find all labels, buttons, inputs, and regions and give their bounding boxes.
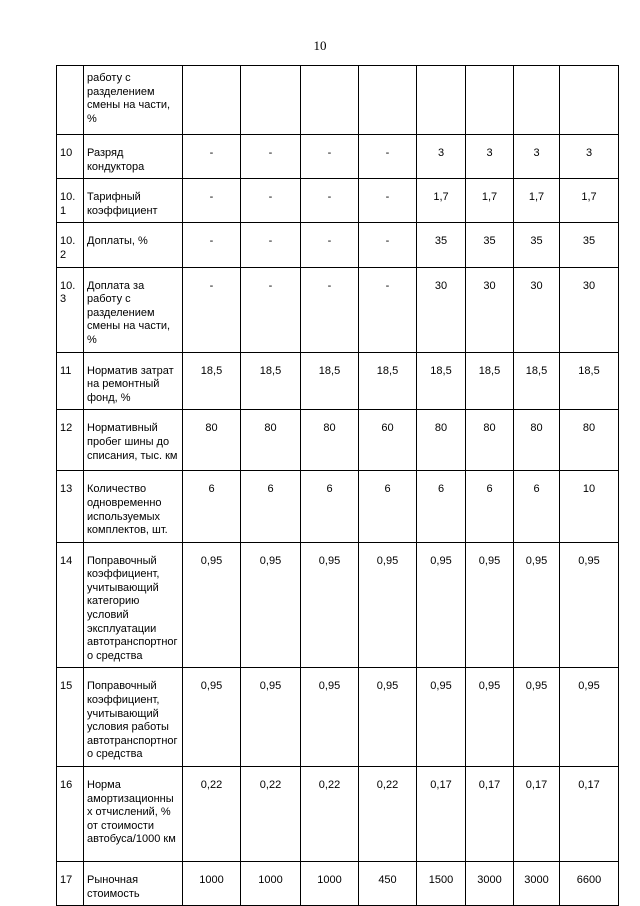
value-cell: 6 xyxy=(241,471,301,542)
value-cell xyxy=(241,66,301,135)
value-cell: 0,95 xyxy=(514,668,560,767)
value-cell: 0,22 xyxy=(359,767,417,862)
value-cell: 0,17 xyxy=(560,767,619,862)
value-cell xyxy=(301,66,359,135)
value-cell: 18,5 xyxy=(359,352,417,410)
value-cell: 6 xyxy=(417,471,466,542)
table-row xyxy=(57,862,619,906)
value-cell: - xyxy=(183,135,241,179)
value-cell: 18,5 xyxy=(514,352,560,410)
row-number-cell: 14 xyxy=(57,542,84,668)
value-cell: 1,7 xyxy=(417,179,466,223)
row-number-cell: 16 xyxy=(57,767,84,862)
value-cell: 3 xyxy=(560,135,619,179)
value-cell: 80 xyxy=(183,410,241,471)
value-cell: 30 xyxy=(466,267,514,352)
row-number-cell: 15 xyxy=(57,668,84,767)
value-cell: 0,95 xyxy=(466,542,514,668)
value-cell: - xyxy=(301,223,359,267)
table-row xyxy=(57,410,619,471)
row-number-cell: 11 xyxy=(57,352,84,410)
row-label-cell: Разряд кондуктора xyxy=(84,135,183,179)
value-cell: - xyxy=(301,135,359,179)
value-cell: 0,17 xyxy=(514,767,560,862)
row-label-cell: Рыночная стоимость xyxy=(84,862,183,906)
page-number: 10 xyxy=(313,38,327,53)
table-row xyxy=(57,542,619,668)
table-row xyxy=(57,471,619,542)
value-cell: 30 xyxy=(560,267,619,352)
table-row xyxy=(57,223,619,267)
value-cell: 0,95 xyxy=(301,668,359,767)
table-row xyxy=(57,267,619,352)
value-cell: 0,95 xyxy=(466,668,514,767)
row-number-cell: 10.3 xyxy=(57,267,84,352)
value-cell: 3 xyxy=(466,135,514,179)
value-cell: 3000 xyxy=(466,862,514,906)
value-cell: 18,5 xyxy=(241,352,301,410)
value-cell xyxy=(417,66,466,135)
row-number-cell: 12 xyxy=(57,410,84,471)
table-row xyxy=(57,767,619,862)
value-cell: 0,95 xyxy=(183,542,241,668)
value-cell: 0,95 xyxy=(560,542,619,668)
row-label-cell: Тарифный коэффициент xyxy=(84,179,183,223)
value-cell: - xyxy=(183,179,241,223)
row-number-cell: 10 xyxy=(57,135,84,179)
value-cell: - xyxy=(241,223,301,267)
row-number-cell: 13 xyxy=(57,471,84,542)
value-cell: 0,95 xyxy=(241,542,301,668)
value-cell: 80 xyxy=(417,410,466,471)
value-cell: 6600 xyxy=(560,862,619,906)
value-cell: 30 xyxy=(417,267,466,352)
value-cell: 18,5 xyxy=(183,352,241,410)
value-cell: 18,5 xyxy=(560,352,619,410)
table-row xyxy=(57,179,619,223)
value-cell: - xyxy=(301,267,359,352)
row-label-cell: Поправочный коэффициент, учитывающий условия работы автотранспортного средства xyxy=(84,668,183,767)
value-cell: 6 xyxy=(514,471,560,542)
value-cell: 0,17 xyxy=(466,767,514,862)
table-row xyxy=(57,668,619,767)
value-cell: 1000 xyxy=(241,862,301,906)
value-cell: 18,5 xyxy=(301,352,359,410)
value-cell: - xyxy=(183,267,241,352)
value-cell: 0,95 xyxy=(183,668,241,767)
value-cell: 1,7 xyxy=(560,179,619,223)
value-cell xyxy=(466,66,514,135)
value-cell: 35 xyxy=(466,223,514,267)
value-cell: 0,22 xyxy=(241,767,301,862)
value-cell: 0,22 xyxy=(301,767,359,862)
value-cell: - xyxy=(359,267,417,352)
value-cell: 1000 xyxy=(183,862,241,906)
row-number-cell xyxy=(57,66,84,135)
value-cell: - xyxy=(359,179,417,223)
row-label-cell: Норматив затрат на ремонтный фонд, % xyxy=(84,352,183,410)
value-cell: 80 xyxy=(301,410,359,471)
value-cell: 0,95 xyxy=(560,668,619,767)
value-cell: - xyxy=(359,223,417,267)
value-cell: 0,95 xyxy=(417,542,466,668)
value-cell: 450 xyxy=(359,862,417,906)
value-cell: 80 xyxy=(241,410,301,471)
value-cell: 0,95 xyxy=(514,542,560,668)
value-cell: 6 xyxy=(359,471,417,542)
row-label-cell: Доплаты, % xyxy=(84,223,183,267)
table-body xyxy=(57,66,619,906)
value-cell xyxy=(183,66,241,135)
value-cell: 6 xyxy=(301,471,359,542)
row-label-cell: работу с разделением смены на части, % xyxy=(84,66,183,135)
value-cell: 3 xyxy=(417,135,466,179)
value-cell: 3 xyxy=(514,135,560,179)
value-cell: 0,95 xyxy=(417,668,466,767)
value-cell xyxy=(359,66,417,135)
norms-table xyxy=(56,65,619,906)
value-cell: 35 xyxy=(417,223,466,267)
value-cell: 18,5 xyxy=(417,352,466,410)
value-cell xyxy=(514,66,560,135)
value-cell: 80 xyxy=(466,410,514,471)
row-label-cell: Поправочный коэффициент, учитывающий категорию условий эксплуатации автотранспортного средства xyxy=(84,542,183,668)
value-cell: 6 xyxy=(466,471,514,542)
value-cell: 1500 xyxy=(417,862,466,906)
value-cell: 80 xyxy=(514,410,560,471)
value-cell: 10 xyxy=(560,471,619,542)
row-label-cell: Норма амортизационных отчислений, % от стоимости автобуса/1000 км xyxy=(84,767,183,862)
value-cell: - xyxy=(301,179,359,223)
row-number-cell: 17 xyxy=(57,862,84,906)
value-cell: - xyxy=(183,223,241,267)
row-number-cell: 10.1 xyxy=(57,179,84,223)
row-label-cell: Доплата за работу с разделением смены на части, % xyxy=(84,267,183,352)
value-cell: 35 xyxy=(514,223,560,267)
value-cell: 0,17 xyxy=(417,767,466,862)
value-cell: 6 xyxy=(183,471,241,542)
value-cell: - xyxy=(241,267,301,352)
value-cell: - xyxy=(241,135,301,179)
value-cell: - xyxy=(241,179,301,223)
row-label-cell: Нормативный пробег шины до списания, тыс. км xyxy=(84,410,183,471)
value-cell: 1000 xyxy=(301,862,359,906)
value-cell: 0,95 xyxy=(359,668,417,767)
table-row xyxy=(57,352,619,410)
row-number-cell: 10.2 xyxy=(57,223,84,267)
value-cell: 0,95 xyxy=(241,668,301,767)
value-cell: 1,7 xyxy=(514,179,560,223)
row-label-cell: Количество одновременно используемых комплектов, шт. xyxy=(84,471,183,542)
value-cell: 0,22 xyxy=(183,767,241,862)
value-cell: 0,95 xyxy=(359,542,417,668)
table-row xyxy=(57,66,619,135)
table-row xyxy=(57,135,619,179)
value-cell: 30 xyxy=(514,267,560,352)
value-cell xyxy=(560,66,619,135)
value-cell: 1,7 xyxy=(466,179,514,223)
value-cell: 18,5 xyxy=(466,352,514,410)
value-cell: 60 xyxy=(359,410,417,471)
value-cell: 3000 xyxy=(514,862,560,906)
value-cell: 0,95 xyxy=(301,542,359,668)
value-cell: - xyxy=(359,135,417,179)
value-cell: 35 xyxy=(560,223,619,267)
value-cell: 80 xyxy=(560,410,619,471)
